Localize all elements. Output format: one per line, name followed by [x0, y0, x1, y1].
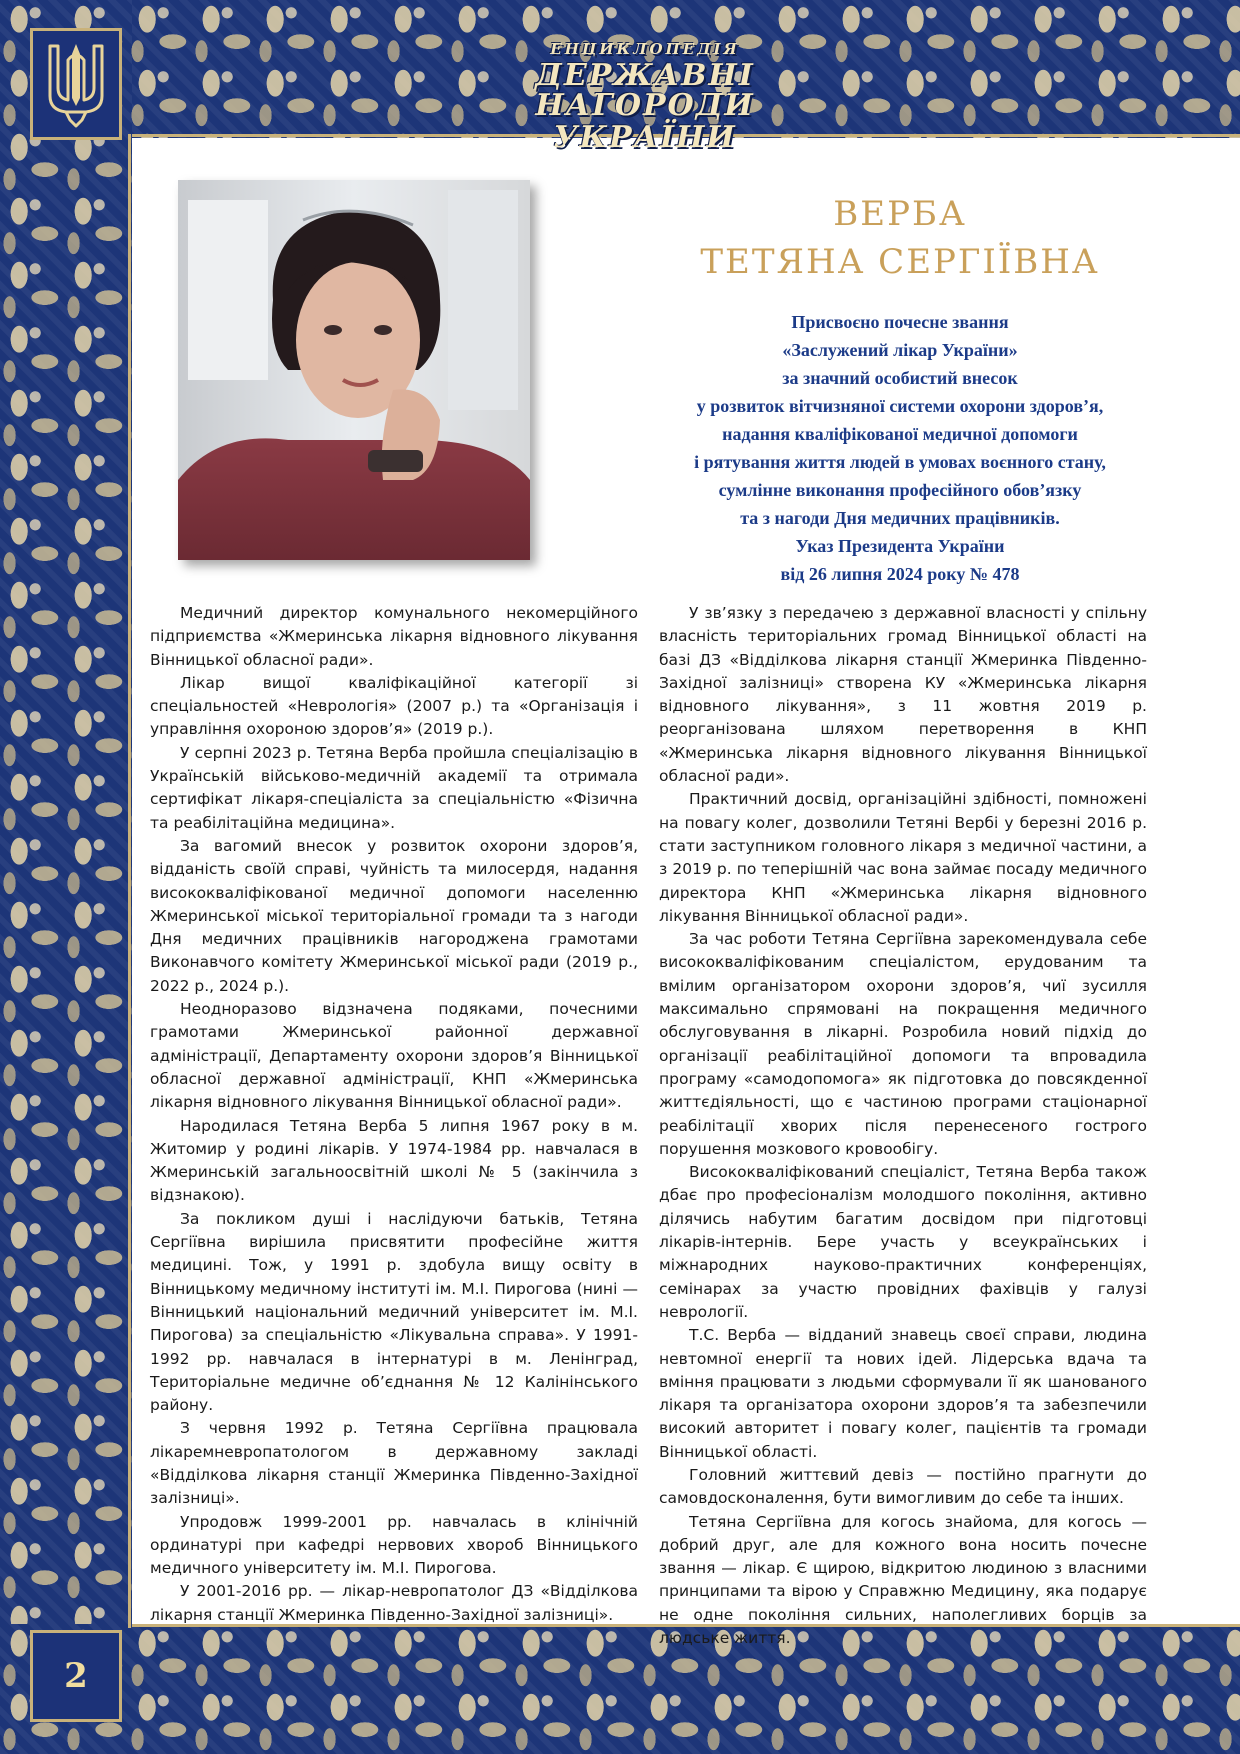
page-number: 2 [64, 1656, 88, 1696]
paragraph: Медичний директор комунального некомерційного підприємства «Жмеринська лікарня відновного лікування Вінницької обласної ради». [150, 604, 638, 669]
portrait-photo [178, 180, 530, 560]
awardee-header [600, 190, 1200, 588]
paragraph: За покликом душі і наслідуючи батьків, Тетяна Сергіївна вирішила присвятити професійне життя медицині. Тож, у 1991 р. здобула вищу освіту в Вінницькому медичному інституті ім. М.І. Пирогова (нині — Вінницький національний медичний університет ім. М.І. Пирогова) за спеціальністю «Лікувальна справа». У 1991-1992 рр. навчалася в інтернатурі в м. Ленінград, Територіальне медичне об’єднання № 12 Калінінського району. [150, 1209, 638, 1415]
citation-line: Присвоєно почесне звання [791, 312, 1009, 332]
paragraph: У серпні 2023 р. Тетяна Верба пройшла спеціалізацію в Українській військово-медичній академії та отримала сертифікат лікаря-спеціаліста за спеціальністю «Фізична та реабілітаційна медицина». [150, 743, 638, 832]
paragraph: Неодноразово відзначена подяками, почесними грамотами Жмеринської районної державної адміністрації, Департаменту охорони здоров’я Вінницької обласної державної адміністрації, КНП «Жмеринська лікарня відновного лікування Вінницької обласної ради». [150, 1000, 638, 1112]
paragraph: Народилася Тетяна Верба 5 липня 1967 року в м. Житомир у родині лікарів. У 1974-1984 рр. навчалася в Жмеринській загальноосвітній школі № 5 (закінчила з відзнакою). [150, 1116, 638, 1205]
paragraph: У 2001-2016 рр. — лікар-невропатолог ДЗ «Відділкова лікарня станції Жмеринка Південно-Західної залізниці». [150, 1582, 638, 1624]
citation-line: за значний особистий внесок [782, 368, 1018, 388]
encyclopedia-title-banner [445, 40, 845, 155]
paragraph: У зв’язку з передачею з державної власності у спільну власність територіальних громад Вінницької області на базі ДЗ «Відділкова лікарня станції Жмеринка Південно-Західної залізниці» створена КУ «Жмеринська лікарня відновного лікування», з 11 жовтня 2019 р. реорганізована шляхом перетворення в КНП «Жмеринська лікарня відновного лікування Вінницької обласної ради». [659, 604, 1147, 786]
banner-line-3: УКРАЇНИ [553, 120, 737, 155]
citation-line: надання кваліфікованої медичної допомоги [722, 424, 1078, 444]
citation-decree-date: від 26 липня 2024 року № 478 [780, 564, 1020, 584]
citation-line: сумлінне виконання професійного обов’язку [718, 480, 1082, 500]
citation-line: «Заслужений лікар України» [782, 340, 1018, 360]
banner-line-2: ДЕРЖАВНІ НАГОРОДИ [535, 58, 755, 123]
paragraph: Т.С. Верба — відданий знавець своєї справи, людина невтомної енергії та нових ідей. Лідерська вдача та вміння працювати з людьми сформували її як шанованого лікаря та організатора охорони здоров’я та забезпечили високий авторитет і повагу колег, пацієнтів та громади Вінницької області. [659, 1326, 1147, 1461]
paragraph: Тетяна Сергіївна для когось знайома, для когось — добрий друг, але для кожного вона носить почесне звання — лікар. Є щирою, відкритою людиною з власними принципами та вірою у Справжню Медицину, яка подарує не одне покоління сильних, наполегливих борців за людське життя. [659, 1512, 1147, 1648]
paragraph: Упродовж 1999-2001 рр. навчалась в клінічній ординатурі при кафедрі нервових хвороб Вінницького медичного університету ім. М.І. Пирогова. [150, 1512, 638, 1578]
citation-decree: Указ Президента України [795, 536, 1005, 556]
biography-column-right [659, 602, 1147, 1650]
page-number-box [30, 1630, 122, 1722]
citation-line: та з нагоди Дня медичних працівників. [740, 508, 1060, 528]
banner-line-1: ЕНЦИКЛОПЕДІЯ [550, 40, 740, 58]
biography-column-left [150, 602, 638, 1627]
ornament-left-border [0, 0, 132, 1754]
paragraph: Практичний досвід, організаційні здібності, помножені на повагу колег, дозволили Тетяні Вербі у березні 2016 р. стати заступником головного лікаря з медичної частини, а з 2019 р. по теперішній час вона займає посаду медичного директора КНП «Жмеринська лікарня відновного лікування Вінницької обласної ради». [659, 790, 1147, 925]
paragraph: За вагомий внесок у розвиток охорони здоров’я, відданість своїй справі, чуйність та милосердя, надання висококваліфікованої медичної допомоги населенню Жмеринської міської територіальної громади та з нагоди Дня медичних працівників нагороджена грамотами Виконавчого комітету Жмеринської міської ради (2019 р., 2022 р., 2024 р.). [150, 836, 638, 995]
paragraph: Висококваліфікований спеціаліст, Тетяна Верба також дбає про професіоналізм молодшого покоління, активно ділячись набутим багатим досвідом при підготовці лікарів-інтернів. Бере участь у всеукраїнських і міжнародних науково-практичних конференціях, семінарах за участю провідних фахівців у галузі неврології. [659, 1163, 1147, 1321]
award-citation [600, 308, 1200, 588]
awardee-given-names: ТЕТЯНА СЕРГІЇВНА [700, 242, 1100, 282]
coat-of-arms [30, 28, 122, 140]
awardee-surname: ВЕРБА [833, 194, 967, 234]
paragraph: Лікар вищої кваліфікаційної категорії зі спеціальностей «Неврологія» (2007 р.) та «Організація і управління охороною здоров’я» (2019 р.). [150, 673, 638, 739]
trident-icon [46, 40, 106, 128]
citation-line: у розвиток вітчизняної системи охорони здоров’я, [696, 396, 1104, 416]
paragraph: За час роботи Тетяна Сергіївна зарекомендувала себе висококваліфікованим спеціалістом, ерудованим та вмілим організатором охорони здоров’я, чиї зусилля максимально спрямовані на покращення медичного обслуговування в лікарні. Розробила новий підхід до організації реабілітаційної допомоги та впровадила програму «самодопомога» як підготовка до повсякденної життєдіяльності, що є частиною програми стаціонарної реабілітації хворих після перенесеного гострого порушення мозкового кровообігу. [659, 930, 1147, 1158]
paragraph: Головний життєвий девіз — постійно прагнути до самовдосконалення, бути вимогливим до себе та інших. [659, 1465, 1147, 1508]
citation-line: і рятування життя людей в умовах воєнного стану, [694, 452, 1106, 472]
paragraph: З червня 1992 р. Тетяна Сергіївна працювала лікаремневропатологом в державному закладі «Відділкова лікарня станції Жмеринка Південно-Західної залізниці». [150, 1419, 638, 1508]
